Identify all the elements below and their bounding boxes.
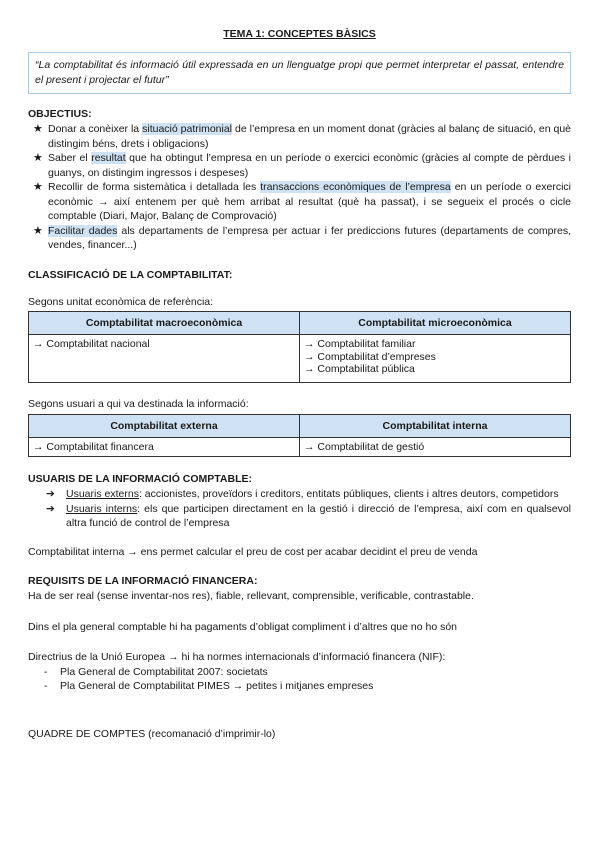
star-bullet-icon: ★ [33, 224, 43, 237]
definition-quote: “La comptabilitat és informació útil expressada en un llenguatge propi que permet interpretar el passat, entendre el present i projectar el futur” [28, 52, 571, 94]
table-header: Comptabilitat microeconòmica [300, 312, 571, 335]
list-item: ➔ Usuaris interns: els que participen directament en la gestió i direcció de l’empresa, així com en qualsevol altra funció de control de l’empresa [46, 502, 571, 529]
usuaris-heading: USUARIS DE LA INFORMACIÓ COMPTABLE: [28, 473, 252, 485]
pla-list [28, 665, 571, 693]
list-item: ➔ Usuaris externs: accionistes, proveïdors i creditors, entitats públiques, clients i altres deutors, competidors [46, 488, 559, 500]
list-item: ★ Donar a conèixer la situació patrimonial de l’empresa en un moment donat (gràcies al balanç de situació, en què distingim béns, drets i obligacions) [33, 123, 571, 150]
objectius-list [28, 122, 571, 253]
page-title: TEMA 1: CONCEPTES BÀSICS [223, 28, 376, 40]
quadre-de-comptes: QUADRE DE COMPTES (recomanació d’imprimir-lo) [28, 727, 276, 740]
table-cell: → Comptabilitat de gestió [300, 437, 571, 457]
list-item: - Pla General de Comptabilitat PIMES → petites i mitjanes empreses [44, 679, 374, 692]
table-header: Comptabilitat externa [29, 414, 300, 437]
user-type-table [28, 414, 571, 458]
table-header: Comptabilitat macroeconòmica [29, 312, 300, 335]
pla-general-line: Dins el pla general comptable hi ha pagaments d’obligat compliment i d’altres que no ho són [28, 620, 458, 633]
list-item: ★ Facilitar dades als departaments de l’empresa per actuar i fer prediccions futures (departaments de compres, vendes, financer...) [33, 224, 571, 251]
highlighted-term: transaccions econòmiques de l’empresa [260, 181, 451, 193]
list-item: ★ Saber el resultat que ha obtingut l’empresa en un període o exercici econòmic (gràcies al compte de pèrdues i guanys, on distingim ingressos i despeses) [33, 152, 571, 179]
requisits-line: Ha de ser real (sense inventar-nos res), fiable, rellevant, comprensible, verificable, contrastable. [28, 590, 474, 602]
table2-caption: Segons usuari a qui va destinada la informació: [28, 398, 249, 410]
document-page [28, 22, 571, 741]
highlighted-term: situació patrimonial [142, 123, 233, 135]
directrius-line: Directrius de la Unió Europea → hi ha normes internacionals d’informació financera (NIF): [28, 651, 446, 663]
highlighted-term: resultat [91, 152, 126, 164]
highlighted-term: Facilitar dades [48, 224, 118, 237]
comptabilitat-interna-note: Comptabilitat interna → ens permet calcular el preu de cost per acabar decidint el preu de venda [28, 545, 478, 558]
objectius-heading: OBJECTIUS: [28, 108, 92, 120]
star-bullet-icon: ★ [33, 181, 43, 193]
economic-unit-table [28, 311, 571, 383]
arrow-bullet-icon: ➔ [46, 502, 55, 515]
list-item: ★ Recollir de forma sistemàtica i detallada les transaccions econòmiques de l’empresa en un període o exercici econòmic → així entenem per què hem arribat al resultat (què ha passat), i se segueix el procés o cicle comptable (Diari, Major, Balanç de Comprovació) [33, 181, 571, 222]
table1-caption: Segons unitat econòmica de referència: [28, 295, 214, 308]
classificacio-heading: CLASSIFICACIÓ DE LA COMPTABILITAT: [28, 268, 233, 281]
table-cell: → Comptabilitat nacional [29, 335, 300, 383]
star-bullet-icon: ★ [33, 123, 43, 135]
table-header: Comptabilitat interna [300, 414, 571, 437]
usuaris-list [28, 487, 571, 531]
table-cell: → Comptabilitat financera [29, 437, 300, 457]
requisits-heading: REQUISITS DE LA INFORMACIÓ FINANCERA: [28, 575, 258, 587]
star-bullet-icon: ★ [33, 152, 43, 164]
table-cell: → Comptabilitat familiar → Comptabilitat d’empreses → Comptabilitat pública [300, 335, 571, 383]
arrow-bullet-icon: ➔ [46, 488, 55, 500]
list-item: - Pla General de Comptabilitat 2007: societats [44, 665, 268, 678]
